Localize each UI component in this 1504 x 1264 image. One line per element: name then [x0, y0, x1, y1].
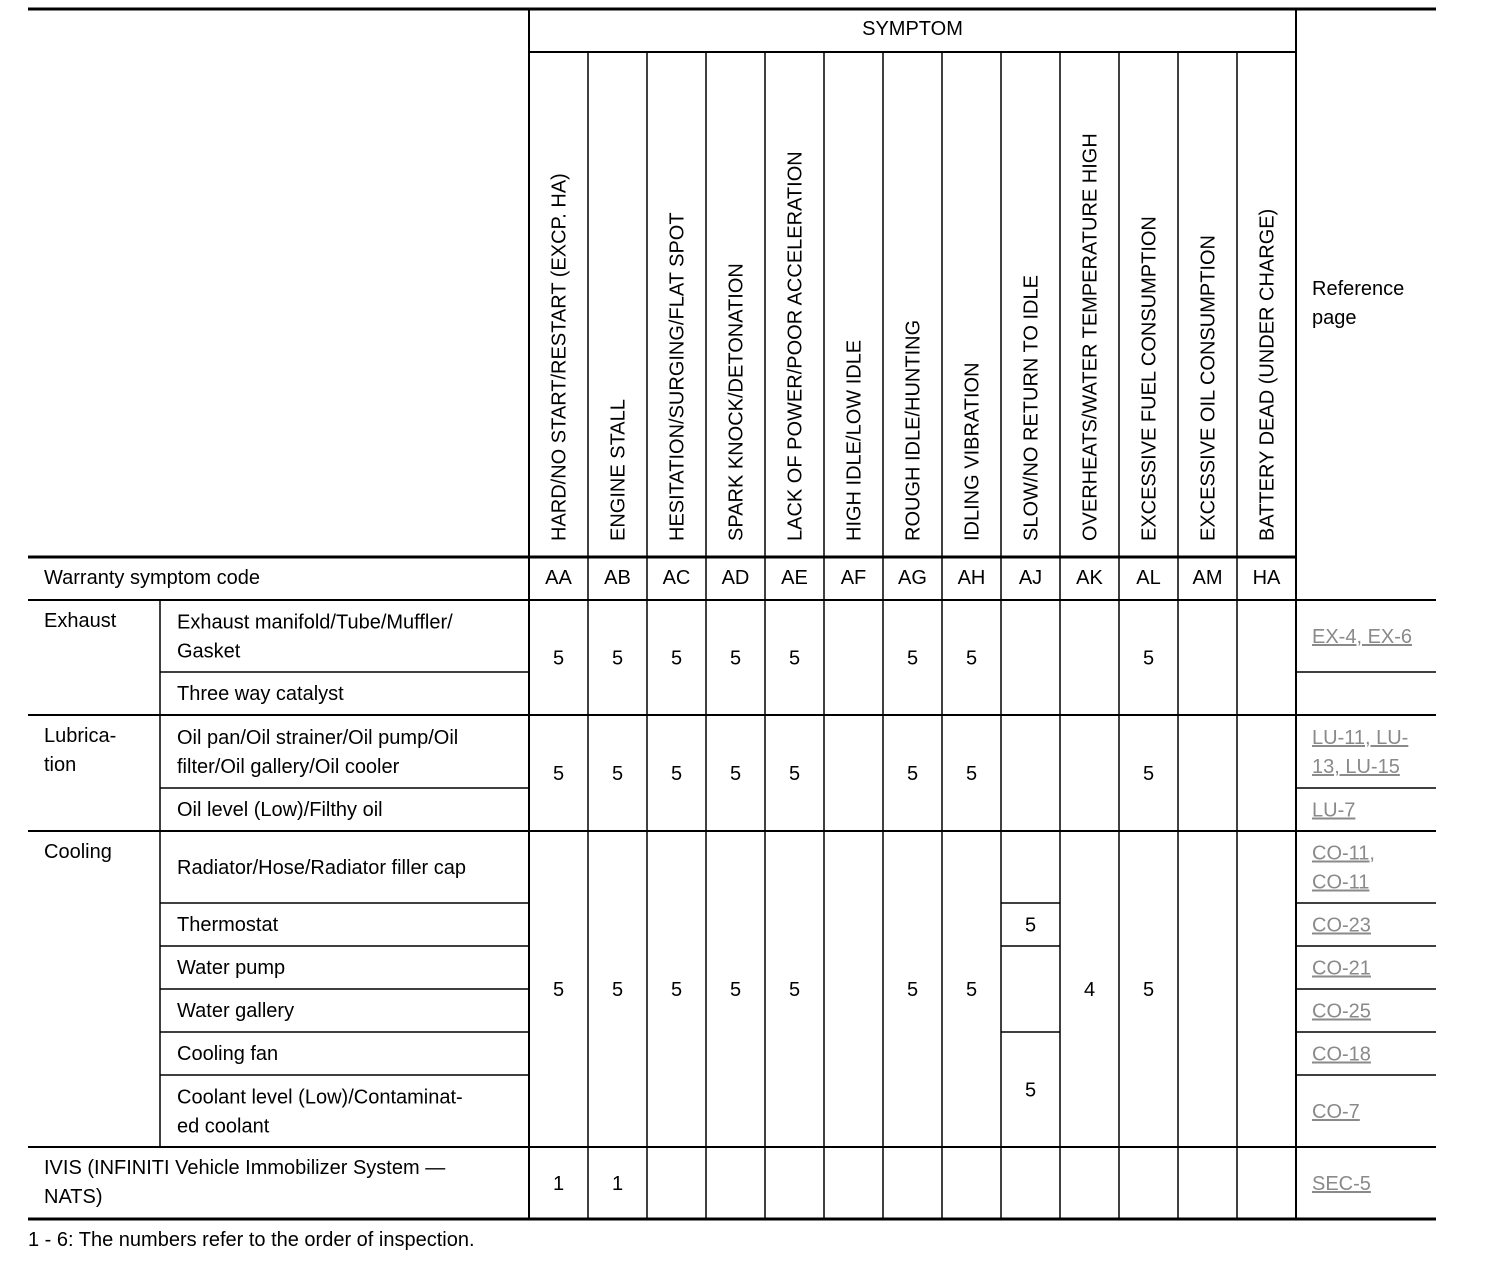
symptom-code: HA — [1252, 567, 1281, 589]
inspection-order-value: 5 — [965, 647, 978, 670]
inspection-order-value: 5 — [552, 763, 565, 785]
component-label: Oil level (Low)/Filthy oil — [177, 799, 383, 821]
inspection-order-value: 5 — [729, 979, 742, 1001]
component-label: Exhaust manifold/Tube/Muffler/ — [177, 611, 453, 634]
reference-link[interactable]: 13, LU-15 — [1312, 756, 1400, 778]
inspection-order-value: 5 — [670, 647, 683, 670]
reference-page-heading: page — [1312, 307, 1357, 329]
reference-link[interactable]: CO-21 — [1312, 957, 1371, 980]
inspection-order-value: 5 — [611, 979, 624, 1001]
component-label: ed coolant — [177, 1115, 270, 1138]
inspection-order-value: 1 — [611, 1173, 624, 1195]
symptom-code: AL — [1136, 567, 1161, 589]
reference-link[interactable]: LU-11, LU- — [1312, 727, 1409, 749]
component-label: Water pump — [177, 957, 286, 979]
warranty-symptom-code-label: Warranty symptom code — [44, 567, 260, 589]
symptom-name: EXCESSIVE OIL CONSUMPTION — [1197, 235, 1220, 541]
system-group-name: Cooling — [44, 841, 112, 863]
inspection-order-value: 5 — [965, 763, 978, 785]
component-label: Water gallery — [177, 1000, 295, 1022]
component-label: Oil pan/Oil strainer/Oil pump/Oil — [177, 727, 459, 749]
symptom-name: HARD/NO START/RESTART (EXCP. HA) — [548, 173, 571, 541]
reference-link[interactable]: CO-11 — [1312, 871, 1370, 894]
component-label: Thermostat — [177, 914, 279, 936]
inspection-order-value: 5 — [788, 763, 801, 785]
reference-link[interactable]: LU-7 — [1312, 799, 1356, 822]
inspection-order-value: 5 — [965, 979, 978, 1001]
inspection-order-value: 5 — [1024, 914, 1037, 937]
symptom-code: AE — [781, 567, 808, 589]
inspection-order-value: 5 — [1142, 979, 1155, 1001]
reference-page-heading: Reference — [1312, 278, 1405, 300]
inspection-order-value: 5 — [788, 979, 801, 1001]
inspection-order-value: 5 — [788, 647, 801, 670]
symptom-name: SPARK KNOCK/DETONATION — [725, 263, 748, 541]
inspection-order-value: 5 — [552, 647, 565, 670]
symptom-name: IDLING VIBRATION — [961, 362, 984, 541]
reference-link[interactable]: EX-4, EX-6 — [1312, 626, 1413, 648]
symptom-code: AC — [662, 567, 691, 589]
symptom-name: HESITATION/SURGING/FLAT SPOT — [666, 212, 689, 541]
symptom-heading: SYMPTOM — [862, 18, 963, 40]
reference-link[interactable]: CO-7 — [1312, 1101, 1360, 1123]
system-group-name: Exhaust — [44, 610, 117, 632]
inspection-order-value: 5 — [906, 647, 919, 670]
inspection-order-value: 5 — [729, 763, 742, 785]
inspection-order-value: 5 — [1024, 1079, 1037, 1102]
inspection-order-value: 5 — [670, 763, 683, 785]
component-label: Radiator/Hose/Radiator filler cap — [177, 857, 467, 879]
system-group-name: NATS) — [44, 1186, 103, 1208]
symptom-code: AM — [1192, 567, 1223, 589]
symptom-code: AG — [898, 567, 927, 589]
symptom-code: AF — [840, 567, 867, 589]
reference-link[interactable]: CO-23 — [1312, 914, 1371, 937]
inspection-order-value: 5 — [611, 647, 624, 670]
inspection-order-value: 4 — [1083, 979, 1096, 1001]
symptom-name: OVERHEATS/WATER TEMPERATURE HIGH — [1079, 133, 1102, 541]
inspection-order-value: 5 — [552, 979, 565, 1001]
symptom-code: AK — [1076, 567, 1103, 589]
footnote: 1 - 6: The numbers refer to the order of inspection. — [28, 1229, 475, 1251]
inspection-order-value: 5 — [611, 763, 624, 785]
system-group-name: tion — [44, 754, 77, 776]
component-label: Three way catalyst — [177, 683, 344, 705]
inspection-order-value: 5 — [729, 647, 742, 670]
reference-link[interactable]: CO-18 — [1312, 1043, 1371, 1066]
symptom-code: AB — [604, 567, 631, 589]
symptom-name: BATTERY DEAD (UNDER CHARGE) — [1256, 208, 1279, 541]
reference-link[interactable]: CO-11, — [1312, 842, 1375, 865]
component-label: filter/Oil gallery/Oil cooler — [177, 756, 400, 778]
symptom-name: HIGH IDLE/LOW IDLE — [843, 339, 866, 541]
component-label: Gasket — [177, 640, 241, 663]
inspection-order-value: 5 — [906, 979, 919, 1001]
inspection-order-value: 5 — [906, 763, 919, 785]
inspection-order-value: 5 — [1142, 763, 1155, 785]
system-group-name: IVIS (INFINITI Vehicle Immobilizer System — — [44, 1157, 446, 1179]
system-group-name: Lubrica- — [44, 725, 117, 747]
symptom-name: EXCESSIVE FUEL CONSUMPTION — [1138, 216, 1161, 541]
symptom-name: SLOW/NO RETURN TO IDLE — [1020, 275, 1043, 541]
symptom-code: AJ — [1018, 567, 1043, 589]
reference-link[interactable]: SEC-5 — [1312, 1173, 1371, 1195]
symptom-code: AD — [721, 567, 750, 589]
symptom-name: LACK OF POWER/POOR ACCELERATION — [784, 151, 807, 541]
inspection-order-value: 5 — [670, 979, 683, 1001]
symptom-code: AH — [957, 567, 986, 589]
component-label: Coolant level (Low)/Contaminat- — [177, 1086, 463, 1109]
inspection-order-value: 1 — [552, 1173, 565, 1195]
symptom-name: ENGINE STALL — [607, 399, 630, 541]
component-label: Cooling fan — [177, 1043, 279, 1065]
symptom-code: AA — [545, 567, 572, 589]
reference-link[interactable]: CO-25 — [1312, 1000, 1371, 1023]
inspection-order-value: 5 — [1142, 647, 1155, 670]
symptom-name: ROUGH IDLE/HUNTING — [902, 319, 925, 541]
